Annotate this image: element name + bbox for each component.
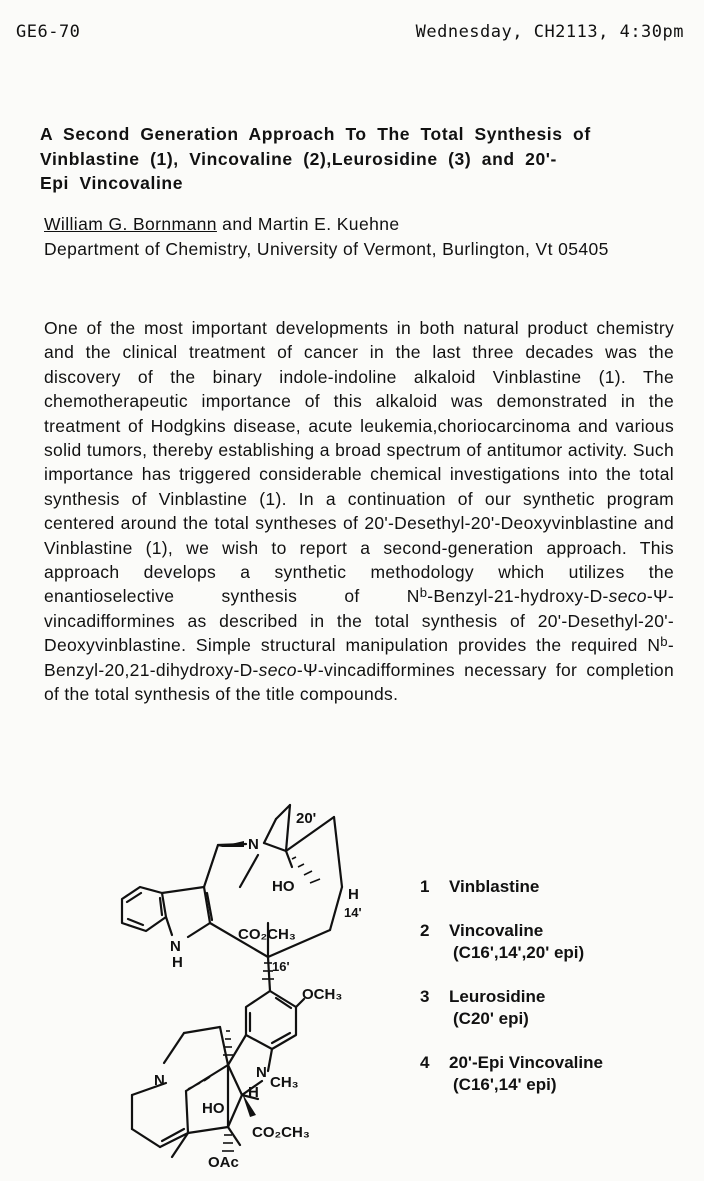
compound-note: (C16',14' epi)	[453, 1075, 557, 1094]
compound-number: 3	[420, 987, 430, 1006]
compound-note: (C20' epi)	[453, 1009, 529, 1028]
abstract-paragraph	[44, 316, 674, 707]
author-line	[44, 212, 664, 237]
title-line: A Second Generation Approach To The Total Synthesis of	[40, 124, 591, 144]
label-oac: OAc	[208, 1154, 239, 1171]
label-c14: 14'	[344, 905, 362, 920]
author-block	[44, 212, 664, 261]
label-och3: OCH₃	[302, 986, 343, 1003]
compound-entry	[420, 1052, 680, 1096]
compound-note: (C16',14',20' epi)	[453, 943, 585, 962]
superscript: b	[660, 634, 668, 650]
compound-name: Vinblastine	[449, 877, 540, 896]
label-n-upper: N	[248, 836, 259, 853]
title-line: Vinblastine (1), Vincovaline (2),Leurosidine (3) and 20'-	[40, 148, 557, 169]
italic-text: seco	[258, 659, 297, 680]
second-author: Martin E. Kuehne	[257, 214, 400, 234]
label-co2ch3-lower: CO₂CH₃	[252, 1124, 310, 1141]
label-h-14: H	[348, 886, 359, 903]
superscript: b	[419, 585, 428, 601]
label-co2ch3-upper: CO₂CH₃	[238, 926, 296, 943]
label-c16: 16'	[272, 959, 290, 974]
italic-text: seco	[608, 586, 647, 607]
compound-name: 20'-Epi Vincovaline	[449, 1053, 603, 1072]
abstract-text: -Ψ-vincadifformines as described in the total synthesis of 20'-Desethyl-20'-Deoxyvinblastine. Simple structural manipulation provides the required N	[44, 586, 674, 656]
paper-title	[40, 122, 670, 196]
label-c20: 20'	[296, 810, 317, 827]
label-indole-h: H	[172, 954, 183, 971]
compound-number: 1	[420, 877, 430, 896]
affiliation: Department of Chemistry, University of Vermont, Burlington, Vt 05405	[44, 238, 609, 259]
abstract-text: One of the most important developments in both natural product chemistry and the clinical treatment of cancer in the last three decades was the discovery of the binary indole-indoline alkaloid Vinblastine (1). The chemotherapeutic importance of this alkaloid was demonstrated in the treatment of Hodgkins disease, acute leukemia,choriocarcinoma and various solid tumors, thereby establishing a broad spectrum of antitumor activity. Such importance has triggered considerable chemical investigations into the total synthesis of Vinblastine (1). In a continuation of our synthetic program centered around the total syntheses of 20'-Desethyl-20'-Deoxyvinblastine and Vinblastine (1), we wish to report a second-generation approach. This approach develops a synthetic methodology which utilizes the enantioselective synthesis of N	[44, 318, 674, 607]
label-ho-upper: HO	[272, 878, 295, 895]
session-info: Wednesday, CH2113, 4:30pm	[415, 22, 684, 42]
compound-number: 4	[420, 1053, 430, 1072]
compound-entry	[420, 920, 680, 964]
author-connector: and	[216, 214, 258, 234]
abstract-text: -Benzyl-20,21-dihydroxy-D-	[44, 635, 674, 680]
compound-legend	[420, 876, 680, 1118]
label-h-lower: H	[248, 1084, 259, 1101]
first-author: William G. Bornmann	[44, 214, 217, 234]
label-ho-lower: HO	[202, 1100, 225, 1117]
vinblastine-structure	[80, 795, 380, 1175]
compound-name: Vincovaline	[449, 921, 544, 940]
abstract-code: GE6-70	[16, 22, 81, 42]
title-line: Epi Vincovaline	[40, 173, 184, 193]
compound-number: 2	[420, 921, 430, 940]
bond-lines	[122, 805, 342, 1157]
abstract-body	[44, 316, 674, 707]
label-n-lower-left: N	[154, 1072, 165, 1089]
label-ch3: CH₃	[270, 1074, 299, 1091]
compound-entry	[420, 986, 680, 1030]
compound-entry	[420, 876, 680, 898]
label-n-methyl: N	[256, 1064, 267, 1081]
label-indole-n: N	[170, 938, 181, 955]
abstract-text: -Benzyl-21-hydroxy-D-	[427, 586, 609, 607]
compound-name: Leurosidine	[449, 987, 546, 1006]
abstract-text: -Ψ-vincadifformines necessary for completion of the total synthesis of the title compounds.	[44, 659, 674, 705]
